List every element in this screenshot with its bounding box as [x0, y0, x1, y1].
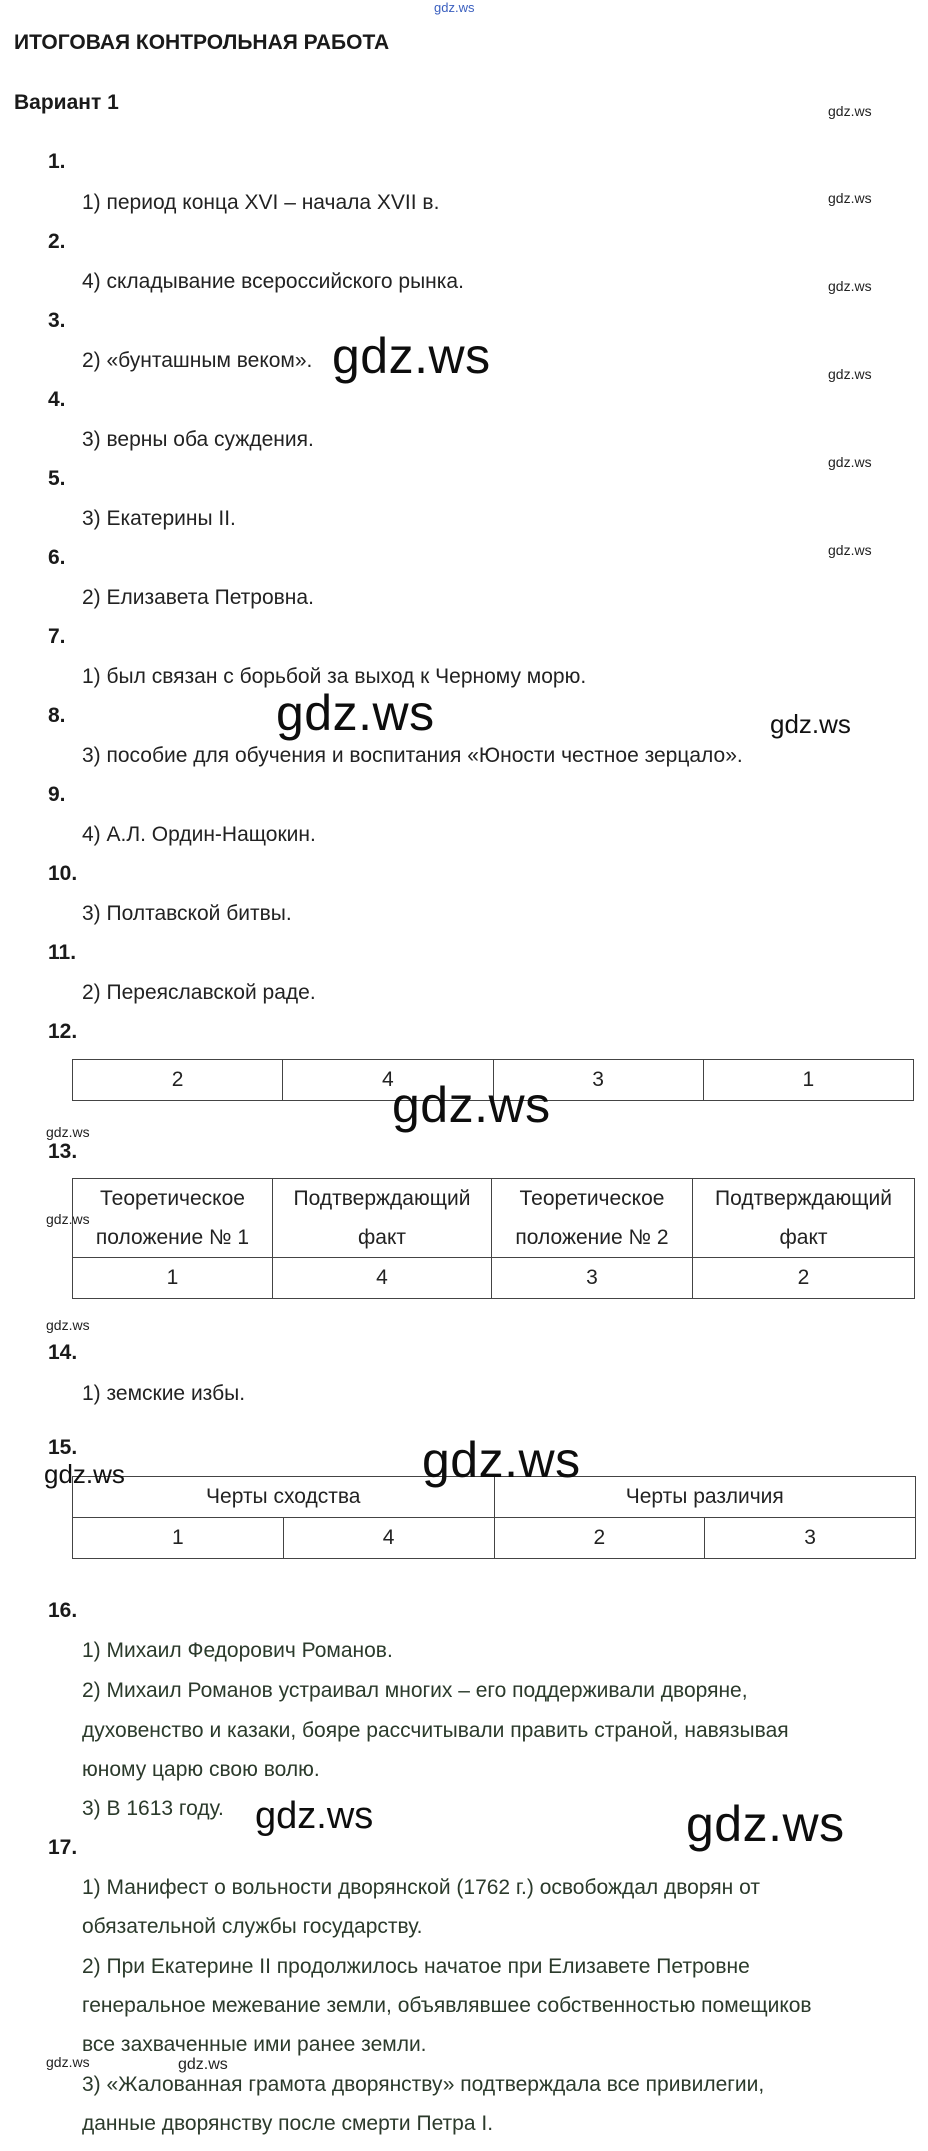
answer-text: 2) Переяславской раде. — [82, 981, 316, 1004]
watermark: gdz.ws — [422, 1432, 581, 1488]
watermark: gdz.ws — [828, 278, 872, 294]
table-cell: 2 — [693, 1258, 915, 1299]
answer-text: 2) При Екатерине II продолжилось начатое при Елизавете Петровне — [82, 1955, 750, 1978]
answer-text: все захваченные ими ранее земли. — [82, 2033, 427, 2056]
answer-text: 4) складывание всероссийского рынка. — [82, 270, 464, 293]
question-number: 15. — [48, 1436, 78, 1459]
watermark: gdz.ws — [46, 1211, 90, 1227]
watermark: gdz.ws — [686, 1796, 845, 1852]
table-row — [73, 1258, 915, 1299]
answer-text: 1) Манифест о вольности дворянской (1762 г.) освобождал дворян от — [82, 1876, 760, 1899]
watermark: gdz.ws — [828, 542, 872, 558]
watermark: gdz.ws — [332, 328, 491, 384]
table-cell: 4 — [273, 1258, 492, 1299]
table-cell: 2 — [73, 1060, 283, 1101]
watermark: gdz.ws — [828, 103, 872, 119]
table-header-cell: Черты различия — [494, 1477, 916, 1518]
answer-text: 2) Елизавета Петровна. — [82, 586, 314, 609]
table-cell: 4 — [283, 1060, 493, 1101]
question-number: 13. — [48, 1140, 78, 1163]
top-watermark: gdz.ws — [434, 0, 475, 15]
table-header-row — [73, 1179, 915, 1258]
answer-text: данные дворянству после смерти Петра I. — [82, 2112, 494, 2135]
watermark: gdz.ws — [44, 1459, 125, 1489]
answer-table — [72, 1178, 915, 1299]
table-header-cell: Подтверждающий факт — [693, 1179, 915, 1258]
table-cell: 3 — [705, 1518, 916, 1559]
answer-text: 3) пособие для обучения и воспитания «Юности честное зерцало». — [82, 744, 743, 767]
answer-text: 3) В 1613 году. — [82, 1797, 224, 1820]
answer-text: духовенство и казаки, бояре рассчитывали править страной, навязывая — [82, 1719, 789, 1742]
table-header-cell: Теоретическое положение № 2 — [492, 1179, 693, 1258]
variant-heading: Вариант 1 — [14, 91, 119, 114]
watermark: gdz.ws — [828, 454, 872, 470]
question-number: 3. — [48, 309, 66, 332]
answer-text: обязательной службы государству. — [82, 1915, 423, 1938]
table-row — [73, 1518, 916, 1559]
table-cell: 1 — [73, 1258, 273, 1299]
watermark: gdz.ws — [828, 190, 872, 206]
watermark: gdz.ws — [392, 1077, 551, 1133]
question-number: 9. — [48, 783, 66, 806]
answer-text: 2) «бунташным веком». — [82, 349, 313, 372]
answer-text: 4) А.Л. Ордин-Нащокин. — [82, 823, 316, 846]
question-number: 1. — [48, 150, 66, 173]
answer-text: 3) Екатерины II. — [82, 507, 236, 530]
table-cell: 1 — [73, 1518, 284, 1559]
watermark: gdz.ws — [46, 1317, 90, 1333]
table-cell: 1 — [703, 1060, 913, 1101]
question-number: 11. — [48, 941, 77, 964]
watermark: gdz.ws — [828, 366, 872, 382]
watermark: gdz.ws — [178, 2056, 228, 2073]
question-number: 10. — [48, 862, 78, 885]
table-header-cell: Черты сходства — [73, 1477, 495, 1518]
question-number: 8. — [48, 704, 66, 727]
answer-text: 3) Полтавской битвы. — [82, 902, 292, 925]
table-cell: 2 — [494, 1518, 705, 1559]
answer-text: 1) период конца XVI – начала XVII в. — [82, 191, 440, 214]
question-number: 5. — [48, 467, 66, 490]
question-number: 6. — [48, 546, 66, 569]
watermark: gdz.ws — [770, 709, 851, 739]
watermark: gdz.ws — [46, 1124, 90, 1140]
table-header-cell: Подтверждающий факт — [273, 1179, 492, 1258]
question-number: 16. — [48, 1599, 78, 1622]
question-number: 12. — [48, 1020, 78, 1043]
watermark: gdz.ws — [46, 2054, 90, 2070]
answer-text: генеральное межевание земли, объявлявшее собственностью помещиков — [82, 1994, 812, 2017]
table-cell: 4 — [283, 1518, 494, 1559]
page-title: ИТОГОВАЯ КОНТРОЛЬНАЯ РАБОТА — [14, 31, 390, 54]
answer-text: 1) Михаил Федорович Романов. — [82, 1639, 393, 1662]
question-number: 14. — [48, 1341, 78, 1364]
question-number: 7. — [48, 625, 66, 648]
watermark: gdz.ws — [255, 1795, 374, 1837]
question-number: 2. — [48, 230, 66, 253]
answer-text: 2) Михаил Романов устраивал многих – его поддерживали дворяне, — [82, 1679, 748, 1702]
answer-text: 3) верны оба суждения. — [82, 428, 314, 451]
answer-text: юному царю свою волю. — [82, 1758, 320, 1781]
answer-text: 3) «Жалованная грамота дворянству» подтверждала все привилегии, — [82, 2073, 765, 2096]
answer-text: 1) был связан с борьбой за выход к Черному морю. — [82, 665, 587, 688]
table-cell: 3 — [493, 1060, 703, 1101]
table-header-cell: Теоретическое положение № 1 — [73, 1179, 273, 1258]
table-cell: 3 — [492, 1258, 693, 1299]
watermark: gdz.ws — [276, 685, 435, 741]
question-number: 17. — [48, 1836, 78, 1859]
question-number: 4. — [48, 388, 66, 411]
answer-text: 1) земские избы. — [82, 1382, 246, 1405]
